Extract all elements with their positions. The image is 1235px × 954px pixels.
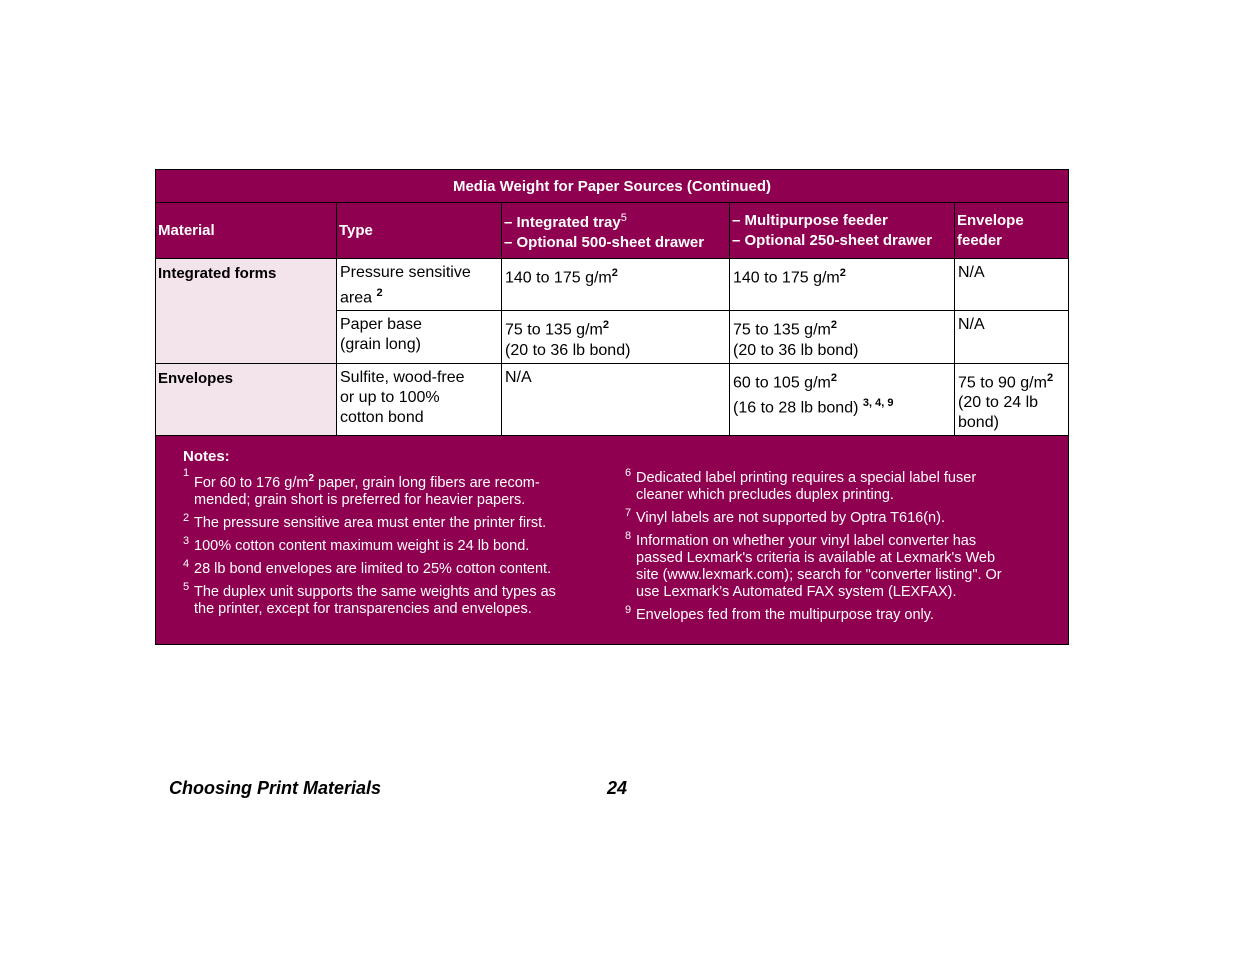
note-2: 2 The pressure sensitive area must enter the printer first. bbox=[183, 511, 547, 531]
env-weight-cell: N/A bbox=[955, 311, 1069, 363]
page-number: 24 bbox=[607, 778, 628, 798]
media-weight-table bbox=[155, 169, 1069, 645]
type-cell: Sulfite, wood-free or up to 100% cotton bond bbox=[337, 363, 502, 435]
notes-section bbox=[156, 435, 1069, 644]
mp-weight-cell: 140 to 175 $g/m^2$ bbox=[730, 259, 955, 311]
env-weight-cell: N/A bbox=[955, 259, 1069, 311]
note-5: 5 The duplex unit supports the same weights and types as the printer, except for transparencies and envelopes. bbox=[183, 580, 556, 617]
env-weight-cell: 75 to 90 $g/m^2$ (20 to 24 lb bond) bbox=[955, 363, 1069, 435]
header-material: Material bbox=[156, 203, 337, 259]
header-multipurpose-feeder: – Multipurpose feeder – Optional 250-sheet drawer bbox=[730, 203, 955, 259]
mp-weight-cell: 75 to 135 $g/m^2$ (20 to 36 lb bond) bbox=[730, 311, 955, 363]
notes-title: Notes: bbox=[183, 447, 230, 465]
header-integrated-tray: – Integrated tray$^5$ – Optional 500-sheet drawer bbox=[502, 203, 730, 259]
material-envelopes: Envelopes bbox=[156, 363, 337, 435]
note-4: 4 28 lb bond envelopes are limited to 25% cotton content. bbox=[183, 557, 552, 577]
note-9: 9 Envelopes fed from the multipurpose tray only. bbox=[625, 603, 934, 623]
table-row bbox=[156, 259, 1069, 311]
note-8: 8 Information on whether your vinyl label converter has passed Lexmark's criteria is available at Lexmark's Web site (www.lexmark.com); search for "converter listing". Or use Lexmark’s Automated FAX system (LEXFAX). bbox=[625, 529, 1002, 600]
tray-weight-cell: 75 to 135 $g/m^2$ (20 to 36 lb bond) bbox=[502, 311, 730, 363]
note-7: 7 Vinyl labels are not supported by Optra T616(n). bbox=[625, 506, 945, 526]
notes-left-column bbox=[183, 466, 603, 624]
tray-weight-cell: N/A bbox=[502, 363, 730, 435]
table-title: Media Weight for Paper Sources (Continued) bbox=[156, 170, 1069, 203]
footer-title: Choosing Print Materials bbox=[169, 778, 382, 798]
type-cell: Pressure sensitive area $^2$ bbox=[337, 259, 502, 311]
table-row bbox=[156, 363, 1069, 435]
note-1: 1 For 60 to 176 $g/m^2$ paper, grain long fibers are recom- mended; grain short is preferred for heavier papers. bbox=[183, 466, 540, 508]
type-cell: Paper base (grain long) bbox=[337, 311, 502, 363]
material-integrated-forms: Integrated forms bbox=[156, 259, 337, 364]
mp-weight-cell: 60 to 105 $g/m^2$ (16 to 28 lb bond) $^{3, 4, 9}$ bbox=[730, 363, 955, 435]
notes-right-column bbox=[625, 466, 1045, 630]
tray-weight-cell: 140 to 175 $g/m^2$ bbox=[502, 259, 730, 311]
note-3: 3 100% cotton content maximum weight is 24 lb bond. bbox=[183, 534, 530, 554]
note-6: 6 Dedicated label printing requires a special label fuser cleaner which precludes duplex printing. bbox=[625, 466, 977, 503]
header-type: Type bbox=[337, 203, 502, 259]
header-envelope-feeder: Envelope feeder bbox=[955, 203, 1069, 259]
